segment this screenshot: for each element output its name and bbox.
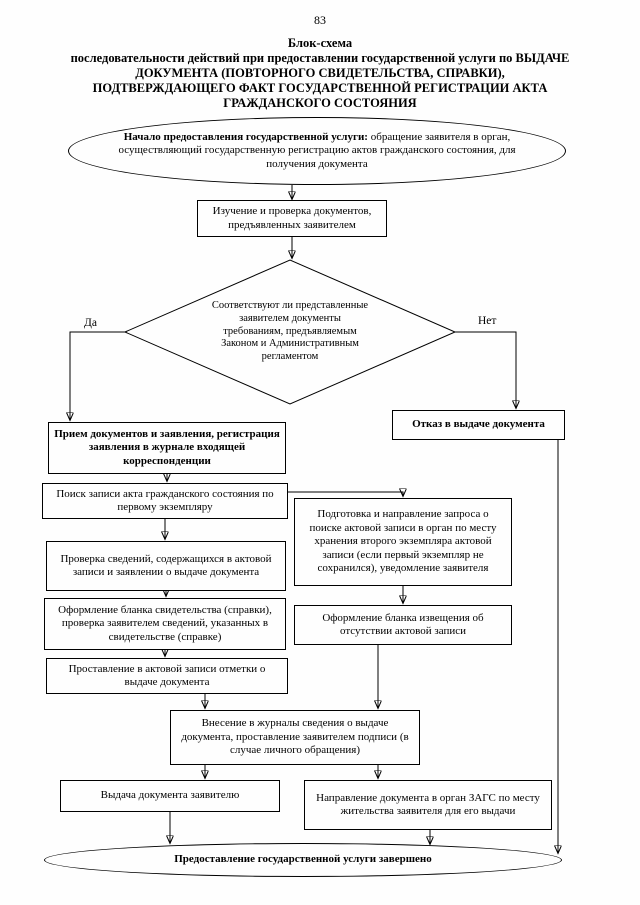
start-terminator-label-bold: Начало предоставления государственной услуги: — [123, 130, 368, 143]
process-certificate-blank: Оформление бланка свидетельства (справки), проверка заявителем сведений, указанных в свидетельстве (справке) — [44, 598, 286, 650]
decision-documents-compliant: Соответствуют ли представленные заявителем документы требованиям, предъявляемым Законом и Административным регламентом — [211, 300, 369, 363]
end-terminator: Предоставление государственной услуги завершено — [44, 843, 562, 877]
page-title — [20, 36, 620, 111]
process-refuse-issue: Отказ в выдаче документа — [392, 410, 565, 440]
process-verify-data: Проверка сведений, содержащихся в актовой записи и заявлении о выдаче документа — [46, 541, 286, 591]
process-notice-blank: Оформление бланка извещения об отсутствии актовой записи — [294, 605, 512, 645]
title-line-5: ГРАЖДАНСКОГО СОСТОЯНИЯ — [223, 96, 417, 110]
process-accept-documents: Прием документов и заявления, регистрация заявления в журнале входящей корреспонденции — [48, 422, 286, 474]
process-journal-entry: Внесение в журналы сведения о выдаче документа, проставление заявителем подписи (в случае личного обращения) — [170, 710, 420, 765]
process-mark-record: Проставление в актовой записи отметки о выдаче документа — [46, 658, 288, 694]
process-send-to-zags: Направление документа в орган ЗАГС по месту жительства заявителя для его выдачи — [304, 780, 552, 830]
branch-label-no: Нет — [478, 315, 497, 327]
title-line-4: ПОДТВЕРЖДАЮЩЕГО ФАКТ ГОСУДАРСТВЕННОЙ РЕГИСТРАЦИИ АКТА — [92, 81, 548, 95]
branch-label-yes: Да — [84, 317, 97, 329]
process-search-record: Поиск записи акта гражданского состояния по первому экземпляру — [42, 483, 288, 519]
start-terminator-label-rest: обращение заявителя в орган, осуществляющий государственную регистрацию актов гражданского состояния, для получения документа — [118, 130, 516, 170]
process-examine-documents: Изучение и проверка документов, предъявленных заявителем — [197, 200, 387, 237]
start-terminator-label — [107, 131, 527, 171]
title-line-1: Блок-схема — [287, 36, 353, 50]
process-prepare-request: Подготовка и направление запроса о поиске актовой записи в орган по месту хранения второго экземпляра актовой записи (если первый экземпляр не сохранился), уведомление заявителя — [294, 498, 512, 586]
title-line-3: ДОКУМЕНТА (ПОВТОРНОГО СВИДЕТЕЛЬСТВА, СПРАВКИ), — [135, 66, 505, 80]
start-terminator — [68, 117, 566, 185]
process-issue-document: Выдача документа заявителю — [60, 780, 280, 812]
arrow-search-to-request — [288, 492, 403, 496]
arrow-no-branch — [455, 332, 516, 408]
title-line-2: последовательности действий при предоставлении государственной услуги по ВЫДАЧЕ — [70, 51, 570, 65]
page-number: 83 — [314, 13, 326, 27]
arrow-yes-branch — [70, 332, 125, 420]
